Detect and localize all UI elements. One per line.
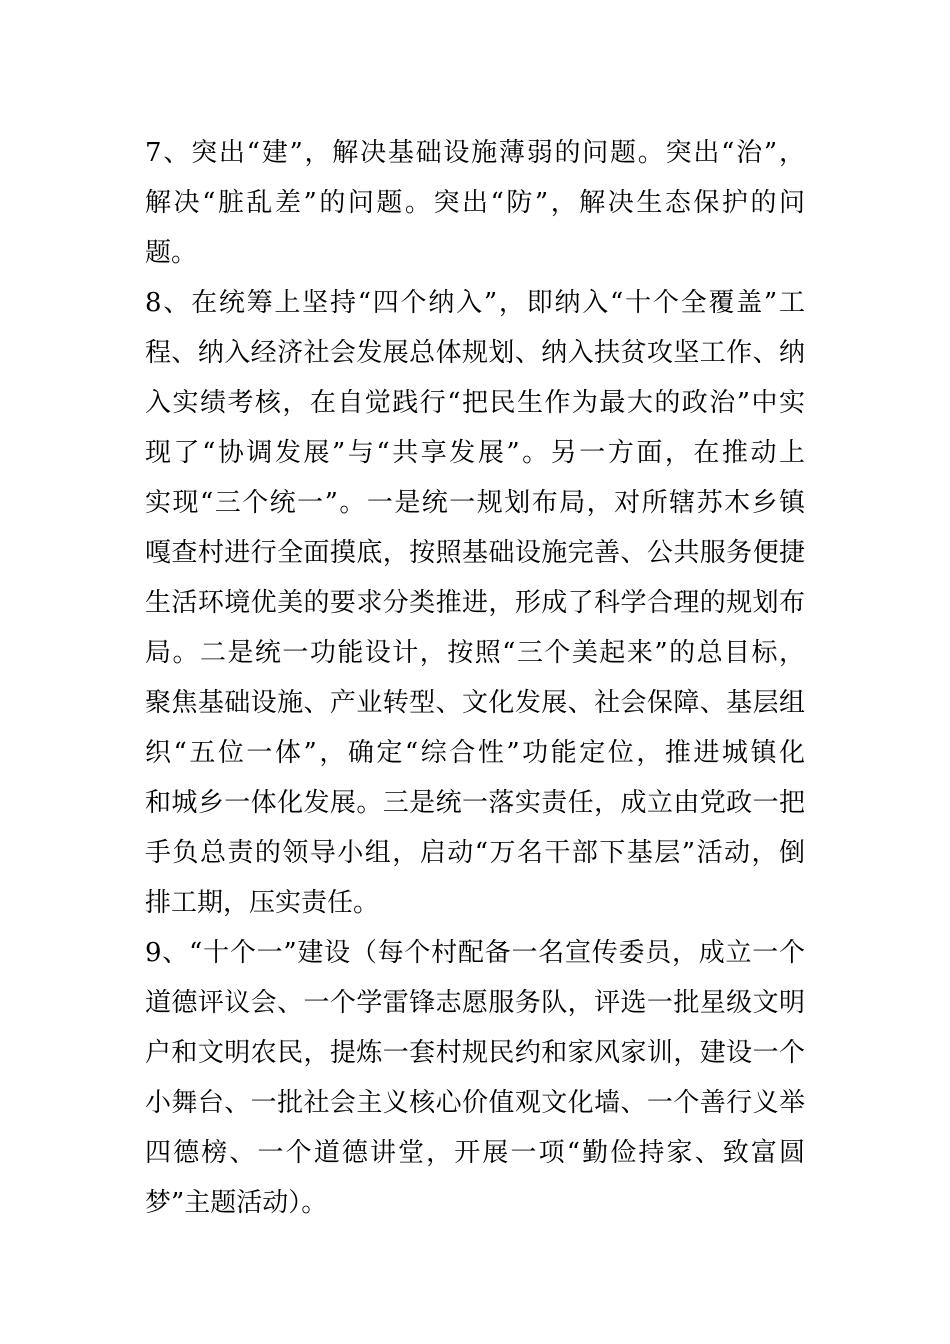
text-line: 9、“十个一”建设（每个村配备一名宣传委员，成立一个	[145, 938, 805, 968]
text-line: 7、突出“建”，解决基础设施薄弱的问题。突出“治”，	[145, 138, 805, 168]
text-line: 四德榜、一个道德讲堂，开展一项“勤俭持家、致富圆	[145, 1138, 805, 1168]
text-line: 织“五位一体”，确定“综合性”功能定位，推进城镇化	[145, 738, 805, 768]
text-line: 梦”主题活动）。	[145, 1188, 328, 1218]
text-line: 聚焦基础设施、产业转型、文化发展、社会保障、基层组	[145, 688, 805, 718]
text-line: 道德评议会、一个学雷锋志愿服务队，评选一批星级文明	[145, 988, 805, 1018]
text-line: 小舞台、一批社会主义核心价值观文化墙、一个善行义举	[145, 1088, 805, 1118]
text-line: 局。二是统一功能设计，按照“三个美起来”的总目标，	[145, 638, 805, 668]
text-line: 实现“三个统一”。一是统一规划布局，对所辖苏木乡镇	[145, 488, 805, 518]
text-line: 和城乡一体化发展。三是统一落实责任，成立由党政一把	[145, 788, 805, 818]
paragraph-9	[145, 928, 805, 1228]
paragraph-7	[145, 128, 805, 278]
text-line: 手负总责的领导小组，启动“万名干部下基层”活动，倒	[145, 838, 805, 868]
text-line: 排工期，压实责任。	[145, 888, 380, 918]
text-line: 题。	[145, 238, 198, 268]
text-line: 程、纳入经济社会发展总体规划、纳入扶贫攻坚工作、纳	[145, 338, 805, 368]
text-line: 解决“脏乱差”的问题。突出“防”，解决生态保护的问	[145, 188, 805, 218]
document-body	[145, 128, 805, 1228]
text-line: 入实绩考核，在自觉践行“把民生作为最大的政治”中实	[145, 388, 805, 418]
text-line: 8、在统筹上坚持“四个纳入”，即纳入“十个全覆盖”工	[145, 288, 805, 318]
text-line: 现了“协调发展”与“共享发展”。另一方面，在推动上	[145, 438, 805, 468]
text-line: 户和文明农民，提炼一套村规民约和家风家训，建设一个	[145, 1038, 805, 1068]
paragraph-8	[145, 278, 805, 928]
text-line: 嘎查村进行全面摸底，按照基础设施完善、公共服务便捷	[145, 538, 805, 568]
text-line: 生活环境优美的要求分类推进，形成了科学合理的规划布	[145, 588, 805, 618]
